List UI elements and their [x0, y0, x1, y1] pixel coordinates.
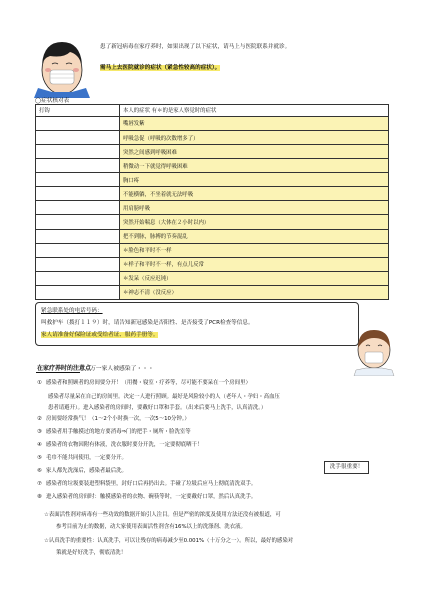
check-cell[interactable] [36, 271, 120, 285]
item-text: 毛巾不能共同使用，一定要分开。 [46, 455, 127, 461]
handwashing-note-continuation: 策就是好好洗手，彻底清洗！ [56, 550, 127, 556]
check-cell[interactable] [36, 215, 120, 229]
item-text: 感染者的垃圾要装进塑料袋里，封好口后再扔出去。手碰了垃圾后应马上彻底清洗双手。 [46, 481, 257, 487]
care-title: 在家疗养时的注意点 [37, 365, 92, 372]
symptom-cell: 把不到脉，脉搏的节奏混乱 [120, 229, 389, 243]
symptom-cell: 突然之间感到呼吸困难 [120, 145, 389, 159]
table-row [36, 187, 389, 201]
table-row [36, 257, 389, 271]
contact-documents-note [41, 330, 158, 338]
list-item [37, 380, 251, 387]
list-item [37, 455, 127, 462]
check-cell[interactable] [36, 229, 120, 243]
item-text: 感染者的衣物因附有体液，洗衣服时要分开洗，一定要彻底晒干！ [46, 442, 203, 448]
sick-man-illustration [34, 30, 90, 98]
item-number: ⑥ [37, 468, 42, 474]
table-row [36, 116, 389, 130]
table-header-row [36, 105, 389, 117]
check-cell[interactable] [36, 285, 120, 299]
table-row [36, 285, 389, 299]
check-cell[interactable] [36, 243, 120, 257]
table-row [36, 201, 389, 215]
handwashing-note: ☆认真洗手的重要性：认真洗手，可以让残存的病毒减少至0.001%（十万分之一）。所以，最好的感染对 [44, 538, 294, 544]
list-item [37, 416, 190, 423]
symptom-cell: ＊脸色和平时不一样 [120, 243, 389, 257]
list-item [37, 494, 256, 501]
item-text: 感染者和照顾者的房间要分开！（用餐・寝室・疗养等，尽可能不要呆在一个房间里） [46, 380, 251, 386]
symptom-cell: 呼吸急促（呼吸的次数增多了） [120, 131, 389, 145]
item-number: ⑤ [37, 455, 42, 461]
handwash-important-box: 洗手很重要！ [324, 461, 369, 474]
check-cell[interactable] [36, 173, 120, 187]
item-text: 家人都先洗澡后，感染者最后洗。 [46, 468, 127, 474]
symptom-cell: 胸口疼 [120, 173, 389, 187]
intro-text: 患了新冠病毒在家疗养时，如果出现了以下症状，请马上与医院联系并就诊。 [100, 44, 291, 50]
list-item [37, 442, 202, 449]
check-cell[interactable] [36, 257, 120, 271]
check-cell[interactable] [36, 116, 120, 130]
check-cell[interactable] [36, 159, 120, 173]
nurse-illustration [352, 324, 396, 376]
symptom-cell: ＊发呆（反应迟钝） [120, 271, 389, 285]
check-cell[interactable] [36, 187, 120, 201]
symptom-cell: ＊神志不清（没反应） [120, 285, 389, 299]
contact-ambulance-note: 叫救护车（拨打１１９）时，请告知新冠感染是否阳性、是否接受了PCR检查等信息。 [41, 320, 254, 326]
symptom-checklist-table [35, 104, 389, 300]
item-text: 进入感染者的房间时：触摸感染者的衣物、碗筷等时，一定要戴好口罩，然后认真洗手。 [46, 494, 257, 500]
item-number: ③ [37, 429, 42, 435]
item-number: ① [37, 380, 42, 386]
list-item-continuation: 患者请避开）。进入感染者的房间时，要戴好口罩和手套。（出来后要马上洗手，认真清洗。） [48, 405, 267, 411]
contact-title [41, 306, 103, 314]
list-item-continuation: 感染者尽量呆在自己的房间里。决定一人进行照顾。最好是风险较小的人（老年人・孕妇・高血压 [48, 394, 280, 400]
symptom-cell: 稍微动一下就觉得呼吸困难 [120, 159, 389, 173]
table-row [36, 131, 389, 145]
surfactant-note: ☆表面活性剂对病毒有一些功效的数据开始引人注目。但是严密的浓度及使用方法还没有被报道，可 [44, 512, 281, 518]
list-item [37, 481, 256, 488]
item-number: ④ [37, 442, 42, 448]
symptom-cell: 用肩膀呼吸 [120, 201, 389, 215]
check-cell[interactable] [36, 201, 120, 215]
header-check: 打钩 [36, 105, 120, 117]
check-cell[interactable] [36, 145, 120, 159]
urgent-symptoms-note [100, 65, 220, 72]
item-text: 感染者用手触摸过的地方要消毒⇒门的把手・厕所・脸洗室等 [46, 429, 191, 435]
symptom-cell: 突然开始喘息（大体在２小时以内） [120, 215, 389, 229]
emergency-contact-box [35, 302, 359, 346]
list-item [37, 429, 191, 436]
symptom-cell: 嘴唇发紫 [120, 116, 389, 130]
table-title: ◯症状核对表 [35, 98, 70, 104]
header-symptom: 本人的症状 有＊的是家人察觉时的症状 [120, 105, 389, 117]
care-title-underline [36, 372, 80, 373]
item-number: ② [37, 416, 42, 422]
symptom-cell: 不能横躺，不坐着就无法呼吸 [120, 187, 389, 201]
urgent-symptoms-text: 需马上去医院就诊的症状（紧急性较高的症状）。 [100, 65, 221, 71]
surfactant-note-continuation: 参考目前为止的数据，动大家使用表面活性剂含有16%以上的洗涤剂、洗衣液。 [56, 524, 246, 530]
item-number: ⑧ [37, 494, 42, 500]
list-item [37, 468, 127, 475]
contact-documents-text: 家人请准备好保险证或受给者证、服药手册等。 [41, 332, 159, 338]
care-subtitle: 万一家人被感染了・・・ [90, 366, 154, 372]
table-row [36, 145, 389, 159]
table-row [36, 243, 389, 257]
item-number: ⑦ [37, 481, 42, 487]
table-row [36, 173, 389, 187]
table-row [36, 271, 389, 285]
symptom-cell: ＊样子和平时不一样，有点儿反常 [120, 257, 389, 271]
table-row [36, 215, 389, 229]
item-text: 房间要经常换气！（1～2个小时换一次，一次5～10分钟。） [46, 416, 190, 422]
table-row [36, 159, 389, 173]
contact-title-text: 紧急联系处的电话号码： [41, 308, 103, 314]
check-cell[interactable] [36, 131, 120, 145]
table-row [36, 229, 389, 243]
